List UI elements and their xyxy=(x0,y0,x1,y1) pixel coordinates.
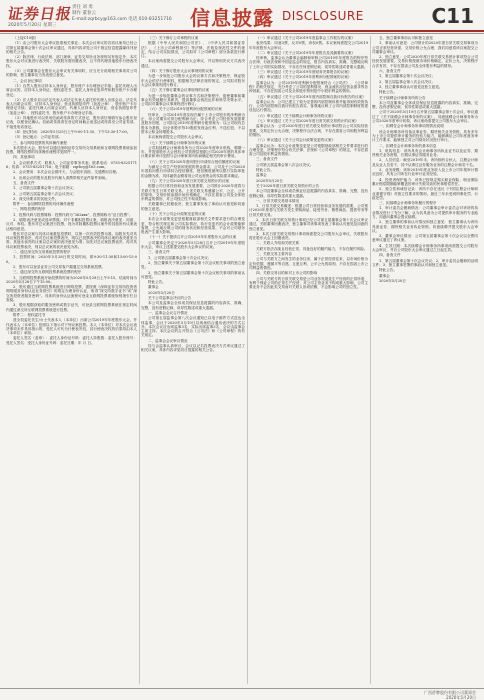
article-paragraph: 本公司及董事会全体成员保证信息披露的内容真实、准确、完整，没有虚假记载、误导性陈述或重大遗漏。 xyxy=(249,189,368,198)
article-paragraph: 为满足公司生产经营和发展的资金需求，公司及子公司2020年度拟向银行申请综合授信额度，授信额度最终以银行实际审批的金额为准，具体融资金额将视公司运营资金的实际需求确定。 xyxy=(141,165,245,178)
article-paragraph: 2、会议费用：本次会议会期半天，与会股东食宿、交通费用自理。 xyxy=(13,170,120,175)
article-paragraph: 2、独立董事的事前认可情况和独立意见：独立董事认为该所具备证券、期货相关业务执业资格，同意续聘并提交股东大会审议。 xyxy=(372,220,478,233)
article-paragraph: （1）由公司股东大会审议批准相关事宜；本次会议审议的各项议案均已经公司第五届董事会第十次会议审议通过，具体内容详见公司于指定信息披露媒体刊登的相关公告。 xyxy=(6,41,137,54)
article-paragraph: 3、出席会议的股东及股东代理人请携带相关证件原件到场。 xyxy=(13,175,109,180)
article-paragraph: （4）登记时间：2020年5月25日上午9:00-11:30，下午13:30-17:00。 xyxy=(13,129,131,134)
editor-line-1: 责任 刘 勇 xyxy=(72,5,93,10)
article-paragraph: 4、投资者保护能力：该所已按规定购买职业保险，职业保险累计赔偿限额能够覆盖因审计失败导致的民事赔偿责任。 xyxy=(372,177,478,186)
article-paragraph: 监事会 xyxy=(256,173,267,178)
article-paragraph: 2、本次日常关联交易预计事项已经公司第五届董事会第十次会议审议通过，关联董事回避表决，独立董事对该事项发表了事前认可意见及同意的独立意见。 xyxy=(249,217,368,231)
article-paragraph: 1、机构信息：该所具有会计师事务所执业证书以及证券、期货相关业务资格，长期从事证券服务业务。 xyxy=(372,148,478,158)
article-paragraph: 二、拟聘任会计师事务所的基本信息 xyxy=(379,143,437,148)
article-paragraph: 为进一步规范董事会的议事方式和决策程序，促使董事和董事会有效地履行其职责，提高董事会规范运作和科学决策水平，公司拟对董事会议事规则进行修订。 xyxy=(141,93,245,107)
article-paragraph: 公司与关联方的日常关联交易是公司业务发展及生产经营的正常所需，有利于保证公司的正常生产经营，对公司主营业务不构成重大影响，公司主要业务不会因此类交易而对关联人形成依赖，不会影响公司的独立性。 xyxy=(249,276,368,290)
article-paragraph: 六、备查文件 xyxy=(379,69,401,74)
text-column-3 xyxy=(249,36,368,684)
article-paragraph: （四）审议通过《关于公司2019年度利润分配预案的议案》 xyxy=(256,75,352,80)
article-paragraph: 特此公告。 xyxy=(256,168,274,173)
article-paragraph: 1、日常关联交易概述：根据公司日常经营和业务发展的需要，公司预计2020年度将与关联方发生采购商品、接受劳务、销售商品、提供劳务等日常关联交易。 xyxy=(249,204,368,217)
article-paragraph: 特此公告。 xyxy=(148,280,166,285)
article-paragraph: 二、监事会会议审议情况 xyxy=(148,338,188,343)
article-paragraph: 四、其他事项 xyxy=(13,155,35,160)
article-paragraph: 三、参与网络投票的具体操作流程 xyxy=(13,140,67,145)
article-paragraph: 二、关联人介绍和关联关系 xyxy=(256,241,300,246)
article-paragraph: 2、独立董事关于第五届董事会第十次会议相关事项的独立意见； xyxy=(141,260,245,270)
article-paragraph: 三、关联交易主要内容 xyxy=(256,252,292,257)
article-paragraph: 1、投票时间：2020年5月28日的交易时间，即9:30-11:30和13:00-15:00。 xyxy=(6,255,137,264)
article-paragraph: 公司于2020年5月19日召开第五届董事会第十次会议，审议通过了《关于续聘会计师事务所的议案》，同意续聘会计师事务所为公司2020年度审计机构，该议案尚需提交公司股东大会审议。 xyxy=(372,110,478,124)
article-paragraph: 特此公告。 xyxy=(379,90,397,95)
article-paragraph: （八）关于公司2020年度向银行申请综合授信额度的议案 xyxy=(148,159,240,164)
editor-line-2: 制作 董春云 xyxy=(72,11,96,16)
editor-info xyxy=(72,5,172,23)
article-paragraph: 一、监事会会议召开情况 xyxy=(148,310,188,315)
article-paragraph: 公司拟续聘会计师事务所为公司2020年度审计机构，聘期一年，并提请股东大会授权公司管理层根据公司2020年度的具体审计要求和审计范围与会计师事务所协商确定相关的审计费用。 xyxy=(141,145,245,159)
article-paragraph: 5、独立性和诚信记录：该所不存在违反《中国注册会计师职业道德守则》对独立性要求的情形，最近三年未受到刑事处罚、行政处罚。 xyxy=(372,187,478,200)
article-paragraph: 附件二：授权委托书 xyxy=(13,312,46,317)
article-paragraph: 关联方依法存续且经营正常，具备良好的履约能力，不存在履约风险。 xyxy=(256,246,368,251)
section-title: 信息披露 xyxy=(190,6,274,30)
article-paragraph: 关于2020年度日常关联交易预计的公告 xyxy=(256,183,320,188)
article-paragraph: 本次会计政策变更是根据财政部相关文件要求进行的合理变更，符合相关规定和公司实际情况，执行变更后的会计政策能够客观、公允地反映公司的财务状况和经营成果，不会对公司财务报表产生重大影响。 xyxy=(141,217,245,235)
article-paragraph: 关于续聘会计师事务所的公告 xyxy=(379,95,426,100)
article-paragraph: 2、公司第五届监事会第八次会议决议； xyxy=(13,191,77,196)
article-paragraph: 特此公告。 xyxy=(379,268,397,273)
article-paragraph: 经审计，公司2019年度实现归属于上市公司股东的净利润为正，母公司期末可供分配利润为正。综合考虑公司经营发展需要及股东回报，公司拟定2019年度利润分配预案为：以公司现有总股本为基数，向全体股东每10股派发现金红利，不送红股，不以资本公积金转增股本。 xyxy=(141,112,245,134)
article-paragraph: （七）关于续聘会计师事务所的议案 xyxy=(148,140,206,145)
article-paragraph: （三）审议通过《关于公司2019年度财务决算报告的议案》 xyxy=(256,70,352,75)
article-paragraph: 公司第五届监事会第八次会议通知已以电子邮件方式送达全体监事，会议于2020年5月19日以现场结合通讯表决的方式召开。本次会议应出席监事3名，实际出席监事3名，会议由监事会主席主持。本次会议的召开符合《公司法》和《公司章程》的有关规定。 xyxy=(141,316,245,338)
article-paragraph: （五）关于修订董事会议事规则的议案 xyxy=(148,88,210,93)
article-paragraph: 监事会认为：本次会计政策变更是公司根据财政部相关文件要求进行的合理变更，决策程序符合有关法律、法规和《公司章程》的规定，不存在损害公司及股东利益的情形。 xyxy=(249,143,368,157)
article-paragraph: 关联董事已回避表决，独立董事发表了事前认可意见和同意的独立意见。 xyxy=(141,202,245,211)
page-number: C11 xyxy=(431,4,474,28)
article-paragraph: （十）关于公司会计政策变更的议案 xyxy=(148,211,206,216)
article-paragraph: 一、拟聘任会计师事务所事项的情况说明 xyxy=(379,124,444,129)
article-paragraph: 3、董事会审议情况：公司第五届董事会第十次会议以全票同意审议通过了该议案。 xyxy=(372,234,478,243)
article-paragraph: 经审核，监事会认为董事会编制和审核公司2019年年度报告的程序符合法律、行政法规和中国证监会的规定，报告内容真实、准确、完整地反映了上市公司的实际情况，不存在任何虚假记载、误导性陈述或者重大遗漏。 xyxy=(249,56,368,69)
text-column-1 xyxy=(6,36,137,684)
article-paragraph: 一、网络投票的程序 xyxy=(13,207,46,212)
column-divider xyxy=(370,36,371,684)
article-paragraph: 2、填报表决意见或选举票数。对于非累积投票议案，填报表决意见：同意、反对、弃权。股东对总议案进行投票，视为对除累积投票议案外的其他所有议案表达相同意见。 xyxy=(6,217,137,231)
article-paragraph: （3）异地股东可以采用信函或传真的方式登记，股东请仔细填写参会股东登记表，以便登记确认。信函或传真须在登记时间截止前送达或传真至公司证券部，不接受电话登记。 xyxy=(6,116,137,129)
article-paragraph: 4、生效日期：本次续聘会计师事务所事项尚需提交公司股东大会审议，并自公司股东大会审议通过之日起生效。 xyxy=(372,243,478,253)
article-paragraph: 本公司及监事会全体成员保证信息披露的内容真实、准确、完整，没有虚假记载、误导性陈述或重大遗漏。 xyxy=(141,301,245,310)
article-paragraph: （五）审议通过《关于公司2019年度内部控制自我评价报告的议案》 xyxy=(256,94,366,99)
article-paragraph: 股东对总议案与具体议案重复投票时，以第一次有效投票为准。如股东先对具体议案投票表决，再对总议案投票表决，则以已投票表决的具体议案的表决意见为准，其他未表决的议案以总议案的表决意见为准；如先对总议案投票表决，再对具体议案投票表决，则以总议案的表决意见为准。 xyxy=(6,231,137,249)
article-paragraph: 为进一步规范公司股东大会的议事方式和决策程序，保证股东大会依法行使职权，根据相关法律法规的规定，公司拟对股东大会议事规则进行修订。 xyxy=(141,74,245,87)
article-paragraph: 3、独立董事关于第五届董事会第十次会议相关事项的事前认可意见。 xyxy=(141,270,245,279)
article-paragraph: 2、股东通过互联网投票系统进行网络投票，需按照《深圳证券交易所投资者网络服务身份认证业务指引》的规定办理身份认证，取得“深交所数字证书”或“深交所投资者服务密码”。具体的身份认证流程可登录互联网投票系统规则指引栏目查阅。 xyxy=(6,285,137,303)
text-column-4 xyxy=(372,36,478,684)
article-paragraph: （二）审议通过《关于公司2019年年度报告及其摘要的议案》 xyxy=(256,50,355,55)
article-paragraph: 三、通过深交所互联网投票系统投票的程序 xyxy=(13,270,82,275)
article-paragraph: 2020年5月20日 xyxy=(379,278,406,283)
article-paragraph: 监事会认为：公司2019年度利润分配预案符合《公司法》、《公司章程》的相关规定，充分考虑了公司的盈利情况、现金流状况及资金需求等各种因素，不存在损害公司及全体股东特别是中小股东利益的情形。 xyxy=(249,80,368,94)
article-paragraph: 1、公司第五届董事会第十次会议决议； xyxy=(148,255,212,260)
article-paragraph: 本议案尚需提交公司股东大会审议，并以特别决议方式表决通过。 xyxy=(141,59,245,68)
section-subtitle: DISCLOSURE xyxy=(282,9,364,23)
article-paragraph: （六）关于公司2019年度利润分配预案的议案 xyxy=(148,107,222,112)
footer-divider xyxy=(0,688,484,689)
article-paragraph: 董事会 xyxy=(148,285,159,290)
article-paragraph: 1、投票代码与投票简称：投票代码为“362xxx”，投票简称为“证日投票”。 xyxy=(13,212,133,217)
article-paragraph: 附件一：参加网络投票的具体操作流程 xyxy=(13,202,75,207)
page-header xyxy=(0,0,484,32)
article-paragraph: （3）公司董事会在股东大会审议有关事项时，应当充分说明相关事项对公司的影响，独立董事应当发表独立意见。 xyxy=(6,69,137,78)
article-paragraph: 2、独立意见：公司2020年度日常关联交易预计事项符合公司经营发展需要，交易价格按照市场价格确定，定价公允，决策程序合法有效，不存在损害公司及全体股东利益的情形。 xyxy=(372,55,478,68)
article-paragraph: （四）关于修订股东大会议事规则的议案 xyxy=(148,69,213,74)
article-paragraph: 2、股东可以登录证券公司交易客户端通过交易系统投票。 xyxy=(13,264,106,269)
article-paragraph: 根据公司日常经营和业务发展需要，公司预计2020年度将与关联方发生日常关联交易。上述关联交易遵循公平、公正、公开的原则，交易价格参照市场价格确定，不存在损害公司及全体股东利益的情形，对公司独立性不构成影响。 xyxy=(141,184,245,202)
article-paragraph: （七）审议通过《关于公司2020年度日常关联交易预计的议案》 xyxy=(256,119,359,124)
article-paragraph: 三、拟续聘会计师事务所履行的程序 xyxy=(379,201,437,206)
article-paragraph: （1）自然人股东应持本人身份证、股东账户卡办理登记手续；委托代理人出席会议的，应持本人身份证、授权委托书、委托人身份证复印件和股东账户卡办理登记。 xyxy=(6,83,137,97)
article-paragraph: 3、深交所要求的其他文件。 xyxy=(13,196,59,201)
article-paragraph: 五、独立董事事前认可和独立意见 xyxy=(379,36,433,40)
article-paragraph: 本议案尚需提交公司股东大会审议。 xyxy=(148,135,206,140)
header-divider xyxy=(0,30,484,32)
article-paragraph: 二、通过深交所交易系统投票的程序 xyxy=(13,250,71,255)
article-paragraph: 二、会议登记事项 xyxy=(13,78,42,83)
text-column-2 xyxy=(141,36,245,684)
article-paragraph: 四、关联交易目的和对上市公司的影响 xyxy=(256,271,318,276)
article-paragraph: 1、公司第五届董事会第十次会议决议； xyxy=(13,186,77,191)
article-paragraph: 1、互联网投票系统开始投票的时间为2020年5月28日上午9:15，结束时间为2020年5月28日下午15:00。 xyxy=(6,275,137,284)
article-paragraph: 3、业务规模：该所2019年度业务收入及上市公司年报审计情况良好，具有公司所在行业审计业务经验。 xyxy=(372,168,478,177)
article-paragraph: 兹全权委托先生/女士代表本人（本单位）出席公司2019年年度股东大会，并代表本人（本单位）依照以下指示对下列议案投票。本人（本单位）对本次会议表决事项未作具体指示的，受托人可代为行使表决权，其行使表决权的后果均由本人（本单位）承担。 xyxy=(6,318,137,336)
article-paragraph: （十一）关于提请召开公司2019年年度股东大会的议案 xyxy=(148,235,237,240)
article-paragraph: （2）法人股东应由法定代表人或法定代表人委托的代理人出席会议。法定代表人出席会议的，应持本人身份证、营业执照复印件（加盖公章）、股东账户卡办理登记手续；委托代理人出席会议的，代理人应持本人身份证、营业执照复印件（加盖公章）、授权委托书、股东账户卡办理登记手续。 xyxy=(6,97,137,115)
footer-company: 广西侨牌股份有限公司董事会 xyxy=(424,690,476,695)
article-paragraph: 三、备查文件 xyxy=(148,250,170,255)
article-paragraph: （六）审议通过《关于续聘会计师事务所的议案》 xyxy=(256,113,336,118)
article-paragraph: 经与会监事认真审议，会议以记名投票表决方式审议通过了相关议案，具体内容详见同日披露的相关公告。 xyxy=(141,344,245,353)
article-paragraph: （5）登记地点：公司证券部。 xyxy=(13,135,63,140)
column-divider xyxy=(247,36,248,684)
article-paragraph: 表决结果：同意3票，反对0票，弃权0票。本议案尚需提交公司2019年年度股东大会审议。 xyxy=(249,41,368,50)
article-paragraph: 该会计师事务所具备从事证券、期货相关业务资格，具有多年为上市公司提供审计服务的经验与能力，能够满足公司年度财务审计工作要求，能够独立对公司财务状况进行审计。 xyxy=(372,129,478,143)
article-paragraph: 委托人签名（盖章）：委托人身份证号码：委托人持股数：委托人股东账号：受托人签名：受托人身份证号码：委托日期：年 月 日。 xyxy=(6,336,137,345)
article-paragraph: 1、事前认可意见：公司预计的2020年度日常关联交易事项为公司正常经营所需，交易价格公允合理，我们同意将该议案提交公司董事会审议。 xyxy=(372,41,478,54)
footer-date: 2020年5月20日 xyxy=(446,695,476,700)
header-thin-divider xyxy=(0,33,484,34)
article-paragraph: 3、独立董事事前认可意见及独立意见。 xyxy=(379,84,443,89)
article-paragraph: （九）关于公司2020年度日常关联交易预计的议案 xyxy=(148,178,230,183)
article-paragraph: 2、第五届监事会第八次会议决议； xyxy=(379,79,436,84)
article-paragraph: 3、股东根据获取的服务密码或数字证书，可登录互联网投票系统在规定时间内通过深交所互联网投票系统进行投票。 xyxy=(6,303,137,312)
article-paragraph: 关于公司监事会决议的公告 xyxy=(148,296,192,301)
article-paragraph: 3、本次日常关联交易预计事项尚需提交公司股东大会审议，关联股东将在股东大会上回避表决。 xyxy=(249,231,368,241)
article-paragraph: （一）审议通过《关于公司2019年度监事会工作报告的议案》 xyxy=(256,36,355,40)
article-paragraph: 三、备查文件 xyxy=(256,157,278,162)
article-paragraph: 2、人员信息：截至2019年末，该所拥有合伙人、注册会计师及从业人员若干，其中从事过证券服务业务的注册会计师若干名。 xyxy=(372,158,478,167)
column-divider xyxy=(139,36,140,684)
article-paragraph: 公司第五届监事会第八次会议决议。 xyxy=(256,162,314,167)
article-paragraph: （八）审议通过《关于公司会计政策变更的议案》 xyxy=(256,138,336,143)
article-paragraph: 公司与关联方之间发生的业务往来，属于正常经营往来，以市场价格为定价依据，遵循平等自愿、互惠互利、公平公允的原则，不存在损害上市公司利益的情形。 xyxy=(249,257,368,270)
article-paragraph: 2020年5月20日 xyxy=(256,178,283,183)
footer-signature xyxy=(424,690,476,700)
article-paragraph: （三）关于修订公司章程的议案 xyxy=(148,36,199,40)
article-paragraph: 五、备查文件 xyxy=(13,180,35,185)
article-paragraph: 1、第五届董事会第十次会议决议；2、审计委员会履职的证明文件；3、独立董事签署的事前认可和独立意见。 xyxy=(372,258,478,267)
article-paragraph: 监事会认为：公司2020年度日常关联交易预计事项符合公司实际经营需要，交易定价公允合理，决策程序合法合规，不存在损害公司和股东利益的情形。 xyxy=(249,124,368,137)
article-paragraph: 本次股东大会，股东可以通过深圳证券交易所交易系统和互联网投票系统参加投票，网络投票的具体操作流程详见附件一。 xyxy=(6,145,137,155)
article-paragraph: 1、第五届董事会第十次会议决议； xyxy=(379,74,436,79)
article-paragraph: 四、备查文件 xyxy=(379,253,401,258)
article-paragraph: 根据《中华人民共和国公司法》、《中华人民共和国证券法》、《上市公司章程指引》等法律、法规及规范性文件的规定，结合公司实际情况，公司拟对《公司章程》部分条款进行修订。 xyxy=(141,41,245,59)
article-paragraph: 1、审计委员会履职情况：公司董事会审计委员会对该所的执业情况进行了充分了解，认为其具备为公司提供审计服务的专业能力，同意向董事会提议续聘。 xyxy=(372,206,478,219)
article-paragraph: 董事会 xyxy=(379,273,390,278)
article-paragraph: 本公司及董事会全体成员保证信息披露的内容真实、准确、完整，没有虚假记载、误导性陈述或重大遗漏。 xyxy=(372,100,478,110)
article-paragraph: （上接C10版） xyxy=(13,36,39,40)
article-paragraph: 2020年5月20日 xyxy=(148,290,175,295)
contact-line: E-mail:zqrbcy@163.com 电话 010-83251716 xyxy=(72,17,172,22)
article-paragraph: 监事会认为：公司已建立了较为完善的内部控制体系并能得到有效的执行，公司内部控制自我评价报告真实、客观地反映了公司内部控制制度的建设及运行情况。 xyxy=(249,99,368,113)
newspaper-logo: 证券日报 xyxy=(6,5,74,23)
article-paragraph: （2）除法律、行政法规、部门规章、证券交易所业务规则另有规定外，本次股东大会对议案进行表决时，关联股东需回避表决，且不得代理其他股东行使表决权。 xyxy=(6,55,137,68)
article-paragraph: 1、会议联系方式：联系人：公司证券事务代表；联系电话：0755-83251716；传真：0755-83251716；电子邮箱：zqrbcy@163.com。 xyxy=(6,160,137,170)
article-paragraph: 公司董事会决定于2020年5月28日召开公司2019年年度股东大会，审议上述需提交股东大会审议的议案。 xyxy=(141,240,245,250)
article-paragraph: 一、日常关联交易基本情况 xyxy=(256,198,300,203)
issue-date: 2020年5月20日 星期三 xyxy=(8,23,57,28)
